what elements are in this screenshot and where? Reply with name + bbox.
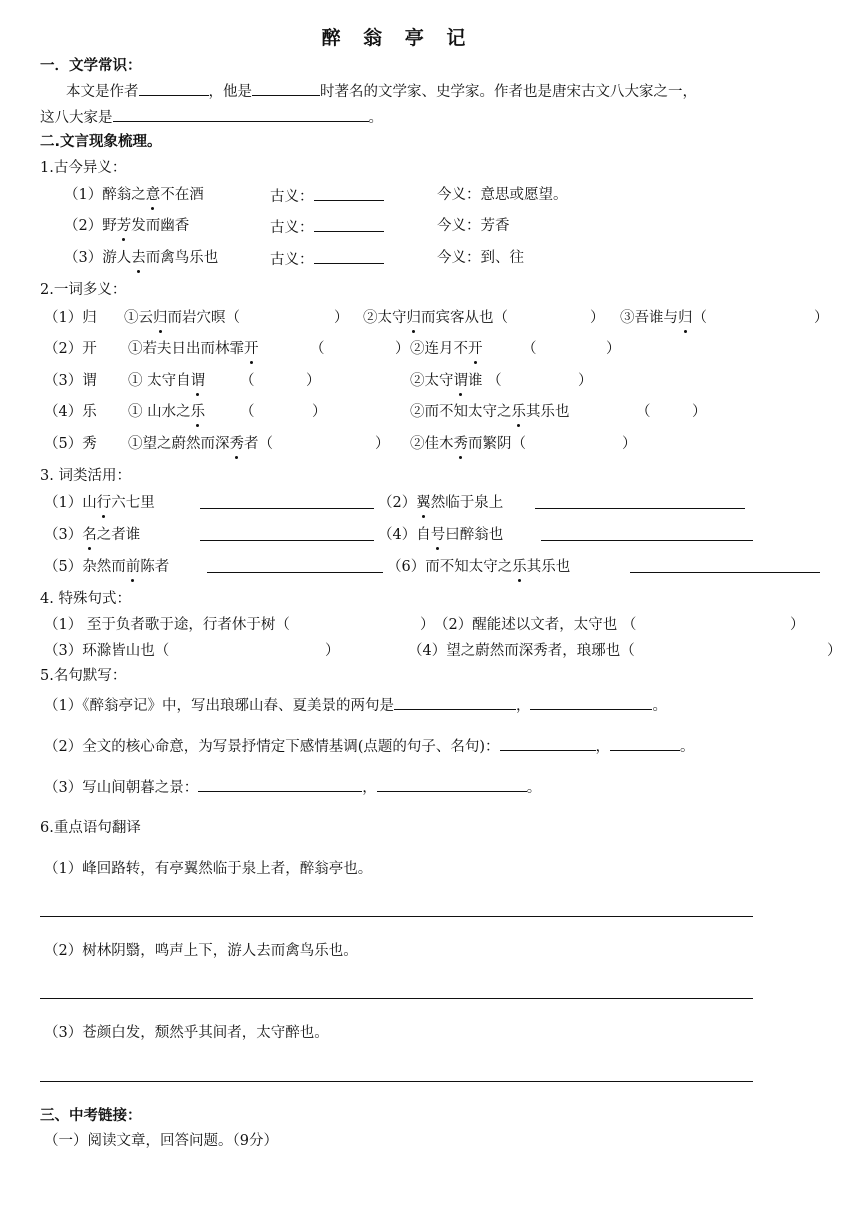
q1-ancient-3 xyxy=(270,248,384,270)
paren-open: （ xyxy=(240,373,255,389)
text: ，他是 xyxy=(208,84,252,100)
text: 者（ xyxy=(244,436,273,452)
q3-item-3 xyxy=(44,525,140,545)
ancient-meaning-blank[interactable] xyxy=(314,216,384,232)
q3-title: 3. 词类活用： xyxy=(40,468,131,484)
text: 发而幽香 xyxy=(131,218,190,234)
text: 。 xyxy=(652,698,667,714)
text: ②太守 xyxy=(410,373,454,389)
q2-row-5-b xyxy=(410,434,526,454)
text: 曰醉翁也 xyxy=(445,527,504,543)
q2-row-1-c xyxy=(620,308,707,328)
label: 今义： xyxy=(437,218,481,234)
paren-close: ） xyxy=(334,310,349,326)
answer-blank[interactable] xyxy=(500,735,596,751)
q2-title: 2.一词多义： xyxy=(40,282,127,298)
q2-row-1-b xyxy=(363,308,508,328)
q5-item-1 xyxy=(44,694,667,716)
q6-title: 6.重点语句翻译 xyxy=(40,820,141,836)
q4-item-2: （2）醒能述以文者，太守也 （ xyxy=(434,617,637,633)
key-char: 乐 xyxy=(511,404,526,420)
answer-blank[interactable] xyxy=(530,694,652,710)
q2-row-4-label: （4）乐 xyxy=(44,404,97,420)
paren-close: ） xyxy=(578,373,593,389)
section-heading-exam: 三、中考链接： xyxy=(40,1108,142,1124)
text: （1）醉翁之 xyxy=(64,187,146,203)
key-char: 归 xyxy=(153,310,168,326)
q5-title: 5.名句默写： xyxy=(40,668,127,684)
exam-subheading: （一）阅读文章，回答问题。（9分） xyxy=(44,1133,278,1149)
text: ①望之蔚然而深 xyxy=(128,436,230,452)
text: ， xyxy=(595,739,611,755)
text: （3）写山间朝暮之景： xyxy=(44,780,199,796)
answer-blank[interactable] xyxy=(541,525,753,547)
literature-line-2 xyxy=(40,106,383,128)
key-char: 开 xyxy=(244,341,259,357)
text: （4）自 xyxy=(378,527,431,543)
text: 而宾客从也（ xyxy=(421,310,508,326)
paren-close: ） xyxy=(306,373,321,389)
q4-item-4: （4）望之蔚然而深秀者，琅琊也（ xyxy=(408,643,635,659)
key-char: 前 xyxy=(125,559,141,575)
text: 之者谁 xyxy=(96,527,141,543)
key-char: 去 xyxy=(131,250,146,266)
q6-item-1: （1）峰回路转，有亭翼然临于泉上者，醉翁亭也。 xyxy=(44,861,373,877)
text: ②连月不 xyxy=(410,341,468,357)
text: 陈者 xyxy=(140,559,170,575)
text: ① 山水之 xyxy=(128,404,191,420)
author-blank[interactable] xyxy=(139,80,209,96)
key-char: 归 xyxy=(406,310,421,326)
q1-modern-1 xyxy=(437,185,568,205)
q2-row-3-label: （3）谓 xyxy=(44,373,97,389)
text: 其乐也 xyxy=(526,404,570,420)
text: 而岩穴暝（ xyxy=(167,310,240,326)
modern-meaning: 意思或愿望。 xyxy=(480,187,568,203)
key-char: 乐 xyxy=(190,404,206,420)
text: ， xyxy=(362,780,377,796)
q2-row-3-a xyxy=(128,371,205,391)
paren-close: ） xyxy=(827,643,842,659)
q3-item-2 xyxy=(378,493,503,513)
paren-close: ） xyxy=(395,341,410,357)
key-char: 翼 xyxy=(416,495,431,511)
key-char: 乐 xyxy=(512,559,527,575)
q3-item-4 xyxy=(378,525,503,545)
q2-row-4-a xyxy=(128,402,205,422)
label: 今义： xyxy=(437,250,481,266)
q5-item-3 xyxy=(44,776,541,798)
answer-blank[interactable] xyxy=(610,735,680,751)
key-char: 意 xyxy=(145,187,161,203)
text: 而繁阴（ xyxy=(468,436,526,452)
text: ②而不知太守之 xyxy=(410,404,512,420)
translation-line[interactable] xyxy=(40,916,753,917)
paren-close: ） xyxy=(692,404,707,420)
q2-row-4-b xyxy=(410,402,570,422)
text: 。 xyxy=(368,110,383,126)
paren-close: ） xyxy=(814,310,829,326)
paren-open: （ xyxy=(522,341,537,357)
q3-item-1 xyxy=(44,493,155,513)
q3-item-5 xyxy=(44,557,169,577)
q1-item-2 xyxy=(64,216,189,236)
text: （5）杂然而 xyxy=(44,559,126,575)
dynasty-blank[interactable] xyxy=(252,80,320,96)
answer-blank[interactable] xyxy=(394,694,516,710)
paren-close: ） xyxy=(790,617,805,633)
key-char: 秀 xyxy=(453,436,468,452)
text: 然临于泉上 xyxy=(430,495,504,511)
text: 本文是作者 xyxy=(66,84,139,100)
q2-row-1-a xyxy=(124,308,240,328)
section-heading-classical: 二.文言现象梳理。 xyxy=(40,134,162,150)
literature-line-1 xyxy=(66,80,697,102)
text: （2）野 xyxy=(64,218,117,234)
ancient-meaning-blank[interactable] xyxy=(314,248,384,264)
text: （1）山 xyxy=(44,495,97,511)
q4-item-1: （1） 至于负者歌于途，行者休于树（ xyxy=(44,617,290,633)
text: ②佳木 xyxy=(410,436,454,452)
text: 谁 （ xyxy=(468,373,502,389)
ancient-meaning-blank[interactable] xyxy=(314,185,384,201)
text: 。 xyxy=(526,780,542,796)
key-char: 行 xyxy=(96,495,112,511)
q6-item-2: （2）树林阴翳，鸣声上下，游人去而禽鸟乐也。 xyxy=(44,943,358,959)
q2-row-1-label: （1）归 xyxy=(44,310,97,326)
paren-close: ） xyxy=(375,436,390,452)
q2-row-5-label: （5）秀 xyxy=(44,436,97,452)
q5-item-2 xyxy=(44,735,695,757)
label: 古义： xyxy=(270,220,314,236)
text: 不在酒 xyxy=(160,187,204,203)
paren-open: （ xyxy=(310,341,325,357)
text: ②太守 xyxy=(363,310,407,326)
paren-open: （ xyxy=(636,404,651,420)
answer-blank[interactable] xyxy=(200,493,374,515)
q3-item-6 xyxy=(387,557,570,577)
q2-row-2-label: （2）开 xyxy=(44,341,97,357)
text: 时著名的文学家、史学家。作者也是唐宋古文八大家之一， xyxy=(320,84,697,100)
text: ① 太守自 xyxy=(128,373,191,389)
key-char: 谓 xyxy=(190,373,206,389)
q4-item-3: （3）环滁皆山也（ xyxy=(44,643,170,659)
q1-ancient-2 xyxy=(270,216,384,238)
q1-modern-3 xyxy=(437,248,524,268)
q2-row-5-a xyxy=(128,434,273,454)
paren-close: ） xyxy=(312,404,327,420)
q2-row-2-a xyxy=(128,339,259,359)
answer-blank[interactable] xyxy=(535,493,745,515)
section-heading-literature: 一．文学常识： xyxy=(40,58,142,74)
answer-blank[interactable] xyxy=(630,557,820,579)
text: （2）全文的核心命意，为写景抒情定下感情基调(点题的句子、名句)： xyxy=(44,739,500,755)
page-title: 醉 翁 亭 记 xyxy=(321,27,474,49)
q6-item-3: （3）苍颜白发，颓然乎其间者，太守醉也。 xyxy=(44,1025,329,1041)
key-char: 归 xyxy=(678,310,693,326)
key-char: 名 xyxy=(82,527,97,543)
text: ③吾谁与 xyxy=(620,310,678,326)
translation-line[interactable] xyxy=(40,1081,753,1082)
answer-blank[interactable] xyxy=(200,525,374,547)
answer-blank[interactable] xyxy=(377,776,527,792)
text: （ xyxy=(692,310,707,326)
text: （2） xyxy=(378,495,417,511)
q1-modern-2 xyxy=(437,216,510,236)
paren-close: ） xyxy=(420,617,435,633)
label: 古义： xyxy=(270,189,314,205)
text: ①云 xyxy=(124,310,153,326)
q1-item-1 xyxy=(64,185,204,205)
text: 。 xyxy=(680,739,695,755)
label: 今义： xyxy=(437,187,481,203)
answer-blank[interactable] xyxy=(207,557,383,579)
q1-title: 1.古今异义： xyxy=(40,160,127,176)
modern-meaning: 芳香 xyxy=(480,218,510,234)
translation-line[interactable] xyxy=(40,998,753,999)
paren-open: （ xyxy=(240,404,255,420)
paren-close: ） xyxy=(590,310,605,326)
q4-title: 4. 特殊句式： xyxy=(40,591,131,607)
paren-close: ） xyxy=(325,643,340,659)
key-char: 秀 xyxy=(229,436,244,452)
text: （3） xyxy=(44,527,83,543)
text: （6）而不知太守之 xyxy=(387,559,513,575)
key-char: 号 xyxy=(430,527,446,543)
q1-ancient-1 xyxy=(270,185,384,207)
q1-item-3 xyxy=(64,248,218,268)
text: 六七里 xyxy=(111,495,155,511)
text: 其乐也 xyxy=(526,559,571,575)
eight-masters-blank[interactable] xyxy=(113,106,369,122)
label: 古义： xyxy=(270,252,314,268)
paren-close: ） xyxy=(622,436,637,452)
q2-row-3-b xyxy=(410,371,502,391)
modern-meaning: 到、往 xyxy=(480,250,524,266)
text: （3）游人 xyxy=(64,250,132,266)
text: 这八大家是 xyxy=(40,110,113,126)
text: ， xyxy=(515,698,531,714)
paren-close: ） xyxy=(606,341,621,357)
key-char: 谓 xyxy=(453,373,468,389)
q2-row-2-b xyxy=(410,339,483,359)
text: 而禽鸟乐也 xyxy=(145,250,219,266)
text: （1）《醉翁亭记》中，写出琅琊山春、夏美景的两句是 xyxy=(44,698,394,714)
key-char: 芳 xyxy=(116,218,132,234)
text: ①若夫日出而林霏 xyxy=(128,341,244,357)
answer-blank[interactable] xyxy=(198,776,362,792)
key-char: 开 xyxy=(468,341,483,357)
